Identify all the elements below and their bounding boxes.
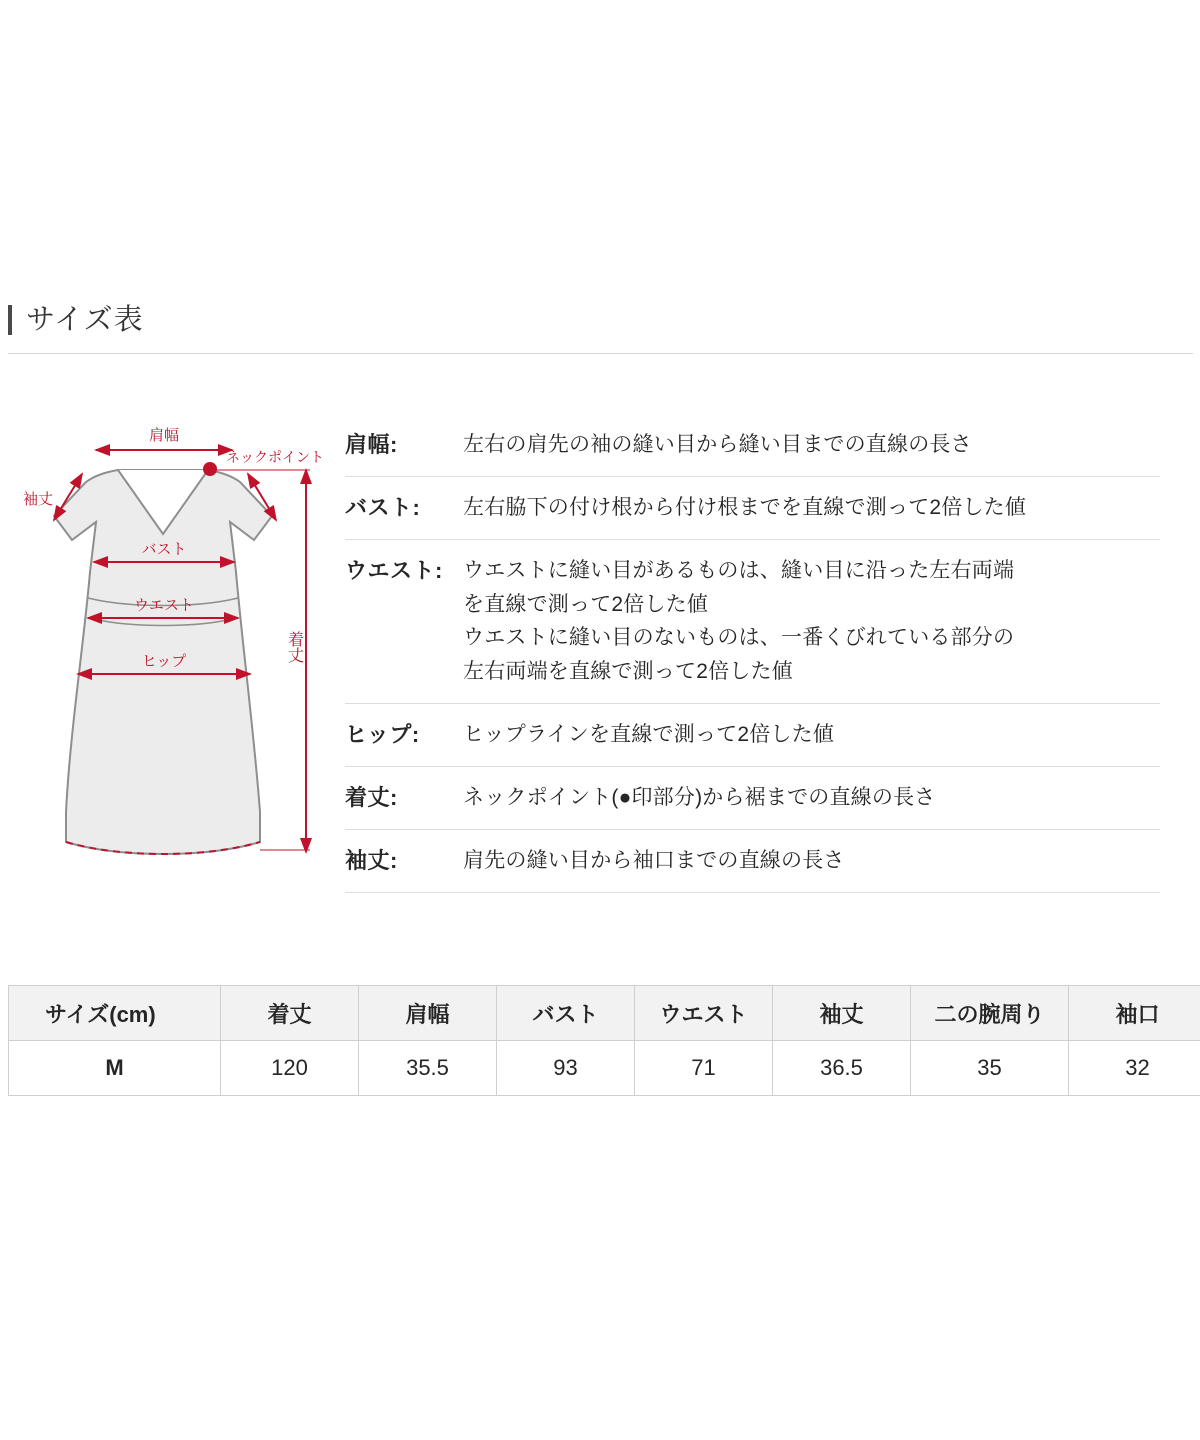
- definition-line: 肩先の縫い目から袖口までの直線の長さ: [463, 848, 845, 872]
- table-cell: 93: [497, 1041, 635, 1096]
- definition-line: ネックポイント(●印部分)から裾までの直線の長さ: [463, 785, 936, 809]
- heading-accent-bar: [8, 305, 12, 335]
- definition-line: を直線で測って2倍した値: [463, 592, 709, 616]
- measurement-guide: [0, 400, 1200, 907]
- table-cell: 71: [635, 1041, 773, 1096]
- definition-line: 左右の肩先の袖の縫い目から縫い目までの直線の長さ: [463, 433, 972, 456]
- table-header-cell: 袖口: [1069, 986, 1200, 1041]
- table-cell: 36.5: [773, 1041, 911, 1096]
- definition-desc: [463, 428, 1160, 462]
- definition-row: [345, 830, 1160, 893]
- section-heading: [0, 305, 1200, 354]
- definition-row: [345, 704, 1160, 767]
- table-cell: 120: [221, 1041, 359, 1096]
- label-dress-length: 着丈: [285, 631, 303, 663]
- definition-list: [345, 400, 1200, 893]
- definition-desc: [463, 781, 1160, 815]
- dress-diagram: [0, 400, 345, 907]
- heading-divider: [8, 353, 1193, 354]
- table-header-cell: バスト: [497, 986, 635, 1041]
- label-hip: ヒップ: [141, 653, 187, 670]
- definition-desc: [463, 844, 1160, 878]
- definition-row: [345, 540, 1160, 703]
- definition-row: [345, 767, 1160, 830]
- definition-line: ウエストに縫い目があるものは、縫い目に沿った左右両端: [463, 559, 1015, 583]
- table-cell-size: M: [9, 1041, 221, 1096]
- definition-line: 左右両端を直線で測って2倍した値: [463, 659, 793, 683]
- table-row: [9, 1041, 1200, 1096]
- definition-row: [345, 477, 1160, 540]
- table-header-cell: 肩幅: [359, 986, 497, 1041]
- shoulder-measure: [96, 427, 232, 450]
- label-bust: バスト: [141, 541, 187, 558]
- definition-desc: [463, 718, 1160, 752]
- definition-desc: [463, 491, 1160, 525]
- definition-term: 肩幅:: [345, 432, 398, 457]
- table-cell: 32: [1069, 1041, 1200, 1096]
- table-header-cell: 袖丈: [773, 986, 911, 1041]
- definition-term: 着丈:: [345, 784, 398, 810]
- label-waist: ウエスト: [133, 597, 195, 614]
- label-shoulder: 肩幅: [148, 427, 180, 444]
- table-header-cell: サイズ(cm): [9, 986, 221, 1041]
- definition-desc: [463, 554, 1160, 688]
- page-title: サイズ表: [26, 303, 144, 336]
- definition-row: [345, 418, 1160, 477]
- definition-line: 左右脇下の付け根から付け根までを直線で測って2倍した値: [463, 496, 1027, 520]
- table-header-cell: 二の腕周り: [911, 986, 1069, 1041]
- definition-term: ウエスト:: [345, 558, 443, 584]
- size-table-container: [8, 985, 1192, 1096]
- table-cell: 35: [911, 1041, 1069, 1096]
- definition-term: バスト:: [345, 495, 421, 521]
- table-cell: 35.5: [359, 1041, 497, 1096]
- definition-line: ヒップラインを直線で測って2倍した値: [463, 722, 835, 746]
- dress-diagram-svg: [10, 412, 340, 902]
- table-header-cell: ウエスト: [635, 986, 773, 1041]
- size-table: [8, 985, 1200, 1096]
- table-header-cell: 着丈: [221, 986, 359, 1041]
- definition-term: 袖丈:: [345, 847, 398, 873]
- label-neck-point: ネックポイント: [226, 449, 324, 465]
- label-sleeve-length: 袖丈: [22, 491, 54, 508]
- table-header-row: [9, 986, 1200, 1041]
- definition-term: ヒップ:: [345, 721, 420, 747]
- definition-line: ウエストに縫い目のないものは、一番くびれている部分の: [463, 626, 1015, 650]
